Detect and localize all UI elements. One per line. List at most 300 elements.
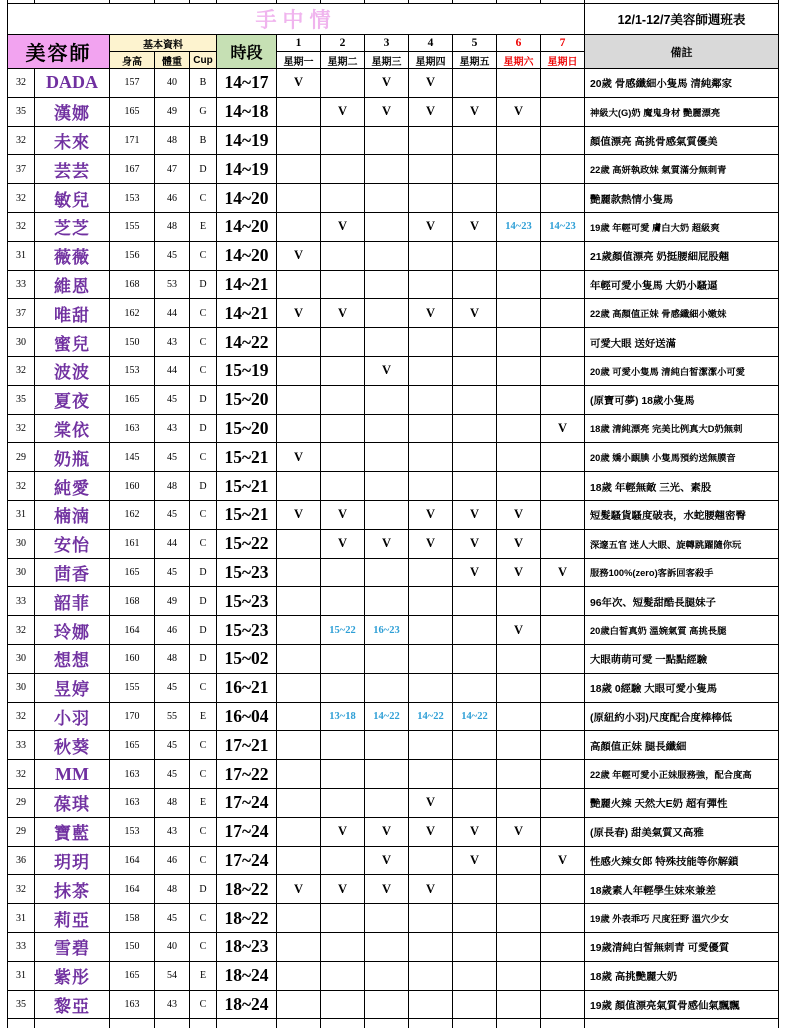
height-cell: 153 [110, 356, 155, 385]
day-cell [409, 472, 453, 501]
name-cell: 韶菲 [35, 587, 110, 616]
height-cell: 167 [110, 155, 155, 184]
day-cell: V [277, 875, 321, 904]
table-row [8, 184, 779, 213]
age-cell: 35 [8, 990, 35, 1019]
cup-cell: E [190, 702, 217, 731]
day-cell: V [453, 500, 497, 529]
day-cell [453, 875, 497, 904]
day-cell: V [497, 558, 541, 587]
height-cell: 165 [110, 385, 155, 414]
slot-cell: 17~24 [217, 817, 277, 846]
age-cell: 32 [8, 356, 35, 385]
table-row [8, 500, 779, 529]
table-row [8, 616, 779, 645]
day-cell: V [409, 817, 453, 846]
height-cell: 165 [110, 961, 155, 990]
day-cell: 14~22 [409, 702, 453, 731]
day-cell [409, 385, 453, 414]
day-cell [497, 990, 541, 1019]
day-cell: V [277, 241, 321, 270]
day-cell [365, 155, 409, 184]
name-cell: 茴香 [35, 558, 110, 587]
day-cell [409, 356, 453, 385]
day-cell: V [365, 817, 409, 846]
age-cell: 33 [8, 587, 35, 616]
day-cell [277, 731, 321, 760]
day-cell [497, 299, 541, 328]
age-cell: 31 [8, 500, 35, 529]
table-row [8, 731, 779, 760]
height-cell: 145 [110, 443, 155, 472]
note-cell: 22歲 高顏值正妹 骨感纖細小嫩妹 [585, 299, 779, 328]
weight-cell: 40 [155, 69, 190, 98]
col-header-weight: 體重 [155, 52, 190, 69]
day-cell [497, 587, 541, 616]
day-cell [409, 587, 453, 616]
height-cell: 165 [110, 558, 155, 587]
note-cell: 21歲顏值漂亮 奶挺腰細屁股翹 [585, 241, 779, 270]
day-cell [277, 760, 321, 789]
day-cell: V [453, 817, 497, 846]
slot-cell: 14~19 [217, 155, 277, 184]
day-cell [365, 414, 409, 443]
day-cell [497, 904, 541, 933]
day-cell [453, 385, 497, 414]
table-row [8, 69, 779, 98]
day-cell: V [497, 500, 541, 529]
table-row [8, 443, 779, 472]
day-cell [277, 616, 321, 645]
height-cell: 163 [110, 788, 155, 817]
day-cell: V [409, 529, 453, 558]
note-cell: 19歲清純白皙無刺青 可愛優質 [585, 932, 779, 961]
age-cell: 33 [8, 731, 35, 760]
slot-cell: 16~04 [217, 702, 277, 731]
name-cell: 玥玥 [35, 846, 110, 875]
day-cell [497, 270, 541, 299]
weight-cell: 45 [155, 385, 190, 414]
note-cell: 艷麗款熱情小隻馬 [585, 184, 779, 213]
height-cell: 170 [110, 702, 155, 731]
day-cell [541, 500, 585, 529]
slot-cell: 17~21 [217, 731, 277, 760]
day-cell: V [277, 69, 321, 98]
age-cell: 32 [8, 702, 35, 731]
day-cell [321, 126, 365, 155]
age-cell: 29 [8, 817, 35, 846]
day-cell [365, 932, 409, 961]
col-header-monday: 星期一 [277, 52, 321, 69]
day-cell [541, 241, 585, 270]
name-cell: 秋葵 [35, 731, 110, 760]
weight-cell: 46 [155, 184, 190, 213]
height-cell: 168 [110, 270, 155, 299]
table-row [8, 587, 779, 616]
weight-cell: 45 [155, 443, 190, 472]
day-cell [497, 126, 541, 155]
height-cell: 162 [110, 500, 155, 529]
weight-cell: 45 [155, 241, 190, 270]
name-cell: 夏夜 [35, 385, 110, 414]
note-cell: (原寶可夢) 18歲小隻馬 [585, 385, 779, 414]
height-cell: 165 [110, 731, 155, 760]
col-header-day-2: 2 [321, 35, 365, 52]
col-header-friday: 星期五 [453, 52, 497, 69]
note-cell: 18歲 0經驗 大眼可愛小隻馬 [585, 673, 779, 702]
day-cell: V [453, 529, 497, 558]
day-cell [321, 731, 365, 760]
table-row [8, 472, 779, 501]
note-cell: 艷麗火辣 天然大E奶 超有彈性 [585, 788, 779, 817]
day-cell [453, 241, 497, 270]
day-cell [497, 673, 541, 702]
weight-cell: 53 [155, 270, 190, 299]
day-cell [277, 126, 321, 155]
day-cell: V [365, 69, 409, 98]
slot-cell: 16~21 [217, 673, 277, 702]
day-cell [409, 990, 453, 1019]
name-cell: 紫彤 [35, 961, 110, 990]
weight-cell: 45 [155, 500, 190, 529]
day-cell [497, 932, 541, 961]
age-cell: 31 [8, 961, 35, 990]
note-cell: 20歲 骨感纖細小隻馬 清純鄰家 [585, 69, 779, 98]
cup-cell: D [190, 587, 217, 616]
cup-cell: D [190, 270, 217, 299]
height-cell: 158 [110, 904, 155, 933]
col-header-cup: Cup [190, 52, 217, 69]
day-cell [453, 155, 497, 184]
day-cell [409, 414, 453, 443]
cup-cell: C [190, 673, 217, 702]
note-cell: 22歲 高妍執政妹 氣質滿分無刺青 [585, 155, 779, 184]
name-cell: 玲娜 [35, 616, 110, 645]
day-cell [409, 846, 453, 875]
note-cell: 年輕可愛小隻馬 大奶小騷逼 [585, 270, 779, 299]
cup-cell: C [190, 356, 217, 385]
day-cell [365, 472, 409, 501]
day-cell [453, 443, 497, 472]
day-cell: 14~22 [453, 702, 497, 731]
weight-cell: 48 [155, 644, 190, 673]
table-row [8, 846, 779, 875]
col-header-saturday: 星期六 [497, 52, 541, 69]
day-cell [365, 673, 409, 702]
day-cell [541, 760, 585, 789]
day-cell [365, 788, 409, 817]
day-cell [321, 328, 365, 357]
weight-cell: 48 [155, 212, 190, 241]
day-cell [277, 961, 321, 990]
day-cell [541, 904, 585, 933]
day-cell [277, 644, 321, 673]
note-cell: 深邃五官 迷人大眼、旋轉跳躍隨你玩 [585, 529, 779, 558]
col-header-day-7: 7 [541, 35, 585, 52]
day-cell [321, 904, 365, 933]
day-cell [541, 616, 585, 645]
weight-cell: 46 [155, 846, 190, 875]
height-cell: 168 [110, 587, 155, 616]
note-cell: 96年次、短髮甜酷長腿妹子 [585, 587, 779, 616]
age-cell: 32 [8, 472, 35, 501]
day-cell [277, 702, 321, 731]
height-cell: 164 [110, 846, 155, 875]
day-cell [321, 760, 365, 789]
cup-cell: C [190, 299, 217, 328]
height-cell: 157 [110, 69, 155, 98]
day-cell [409, 155, 453, 184]
bottom-cutoff-row [8, 1019, 779, 1028]
name-cell: MM [35, 760, 110, 789]
cup-cell: D [190, 616, 217, 645]
day-cell [453, 644, 497, 673]
age-cell: 30 [8, 644, 35, 673]
cup-cell: C [190, 184, 217, 213]
cup-cell: C [190, 990, 217, 1019]
day-cell [497, 328, 541, 357]
name-cell: 唯甜 [35, 299, 110, 328]
slot-cell: 14~21 [217, 270, 277, 299]
day-cell [497, 356, 541, 385]
table-row [8, 644, 779, 673]
day-cell: V [409, 97, 453, 126]
day-cell [497, 731, 541, 760]
day-cell: V [321, 500, 365, 529]
day-cell [365, 990, 409, 1019]
day-cell [409, 328, 453, 357]
day-cell [321, 846, 365, 875]
cup-cell: C [190, 731, 217, 760]
cup-cell: C [190, 500, 217, 529]
name-cell: 敏兒 [35, 184, 110, 213]
day-cell: V [277, 443, 321, 472]
day-cell [277, 270, 321, 299]
age-cell: 31 [8, 241, 35, 270]
note-cell: 22歲 年輕可愛小正妹服務強，配合度高 [585, 760, 779, 789]
day-cell [365, 443, 409, 472]
age-cell: 35 [8, 385, 35, 414]
col-header-beautician: 美容師 [8, 35, 110, 69]
day-cell: 14~22 [365, 702, 409, 731]
cup-cell: C [190, 241, 217, 270]
height-cell: 164 [110, 875, 155, 904]
day-cell [321, 558, 365, 587]
col-header-tuesday: 星期二 [321, 52, 365, 69]
day-cell [277, 385, 321, 414]
slot-cell: 15~23 [217, 558, 277, 587]
cup-cell: C [190, 904, 217, 933]
cup-cell: D [190, 644, 217, 673]
day-cell [409, 673, 453, 702]
day-cell [497, 241, 541, 270]
note-cell: 性感火辣女郎 特殊技能等你解鎖 [585, 846, 779, 875]
col-header-wednesday: 星期三 [365, 52, 409, 69]
day-cell [541, 990, 585, 1019]
day-cell: V [365, 846, 409, 875]
note-cell: 20歲 嬌小靦腆 小隻馬預約送無膜音 [585, 443, 779, 472]
cup-cell: D [190, 472, 217, 501]
day-cell [365, 328, 409, 357]
day-cell [321, 644, 365, 673]
day-cell [497, 702, 541, 731]
height-cell: 155 [110, 212, 155, 241]
day-cell [541, 126, 585, 155]
weight-cell: 43 [155, 328, 190, 357]
cup-cell: C [190, 846, 217, 875]
height-cell: 163 [110, 414, 155, 443]
note-cell: 18歲 清純漂亮 完美比例真大D奶無刺 [585, 414, 779, 443]
day-cell [365, 760, 409, 789]
name-cell: 黎亞 [35, 990, 110, 1019]
col-header-day-6: 6 [497, 35, 541, 52]
age-cell: 32 [8, 212, 35, 241]
weight-cell: 49 [155, 587, 190, 616]
day-cell [321, 385, 365, 414]
col-header-day-4: 4 [409, 35, 453, 52]
day-cell [453, 673, 497, 702]
cup-cell: E [190, 961, 217, 990]
slot-cell: 17~22 [217, 760, 277, 789]
day-cell [365, 299, 409, 328]
day-cell [541, 270, 585, 299]
name-cell: 純愛 [35, 472, 110, 501]
weight-cell: 45 [155, 558, 190, 587]
day-cell [409, 904, 453, 933]
weight-cell: 54 [155, 961, 190, 990]
day-cell: V [497, 817, 541, 846]
day-cell [321, 472, 365, 501]
day-cell [277, 990, 321, 1019]
note-cell: 18歲 年輕無敵 三光、素股 [585, 472, 779, 501]
slot-cell: 15~21 [217, 443, 277, 472]
age-cell: 33 [8, 270, 35, 299]
day-cell: V [365, 97, 409, 126]
age-cell: 32 [8, 760, 35, 789]
height-cell: 163 [110, 760, 155, 789]
table-row [8, 241, 779, 270]
height-cell: 156 [110, 241, 155, 270]
name-cell: 維恩 [35, 270, 110, 299]
note-cell: 19歲 外表乖巧 尺度狂野 溫穴少女 [585, 904, 779, 933]
age-cell: 32 [8, 616, 35, 645]
weight-cell: 48 [155, 788, 190, 817]
name-cell: 奶瓶 [35, 443, 110, 472]
height-cell: 160 [110, 644, 155, 673]
table-row [8, 97, 779, 126]
slot-cell: 17~24 [217, 846, 277, 875]
day-cell [321, 155, 365, 184]
day-cell [409, 270, 453, 299]
name-cell: 想想 [35, 644, 110, 673]
slot-cell: 15~23 [217, 587, 277, 616]
day-cell [277, 414, 321, 443]
day-cell [321, 443, 365, 472]
day-cell [453, 414, 497, 443]
weight-cell: 44 [155, 356, 190, 385]
slot-cell: 15~02 [217, 644, 277, 673]
age-cell: 36 [8, 846, 35, 875]
slot-cell: 18~24 [217, 961, 277, 990]
height-cell: 163 [110, 990, 155, 1019]
weight-cell: 48 [155, 875, 190, 904]
slot-cell: 18~23 [217, 932, 277, 961]
header-row-1 [8, 35, 779, 52]
day-cell [365, 126, 409, 155]
day-cell [541, 299, 585, 328]
col-header-time-slot: 時段 [217, 35, 277, 69]
day-cell: V [541, 414, 585, 443]
col-header-day-3: 3 [365, 35, 409, 52]
note-cell: 19歲 顏值漂亮氣質骨感仙氣飄飄 [585, 990, 779, 1019]
name-cell: 芸芸 [35, 155, 110, 184]
day-cell [277, 212, 321, 241]
day-cell [541, 817, 585, 846]
day-cell: V [321, 529, 365, 558]
day-cell: V [453, 846, 497, 875]
name-cell: 雪碧 [35, 932, 110, 961]
day-cell: V [321, 817, 365, 846]
note-cell: 顏值漂亮 高挑骨感氣質優美 [585, 126, 779, 155]
name-cell: 莉亞 [35, 904, 110, 933]
weight-cell: 45 [155, 673, 190, 702]
note-cell: 服務100%(zero)客訴回客殺手 [585, 558, 779, 587]
day-cell: V [277, 500, 321, 529]
day-cell [497, 760, 541, 789]
col-header-notes: 備註 [585, 35, 779, 69]
height-cell: 161 [110, 529, 155, 558]
day-cell: 16~23 [365, 616, 409, 645]
day-cell: V [497, 616, 541, 645]
day-cell [277, 328, 321, 357]
height-cell: 153 [110, 184, 155, 213]
table-row [8, 875, 779, 904]
name-cell: 薇薇 [35, 241, 110, 270]
day-cell [453, 69, 497, 98]
name-cell: 抹茶 [35, 875, 110, 904]
day-cell [453, 356, 497, 385]
name-cell: 寶藍 [35, 817, 110, 846]
slot-cell: 14~20 [217, 184, 277, 213]
cup-cell: E [190, 788, 217, 817]
page-title: 手中情 [8, 4, 585, 35]
day-cell [541, 155, 585, 184]
name-cell: 漢娜 [35, 97, 110, 126]
cup-cell: D [190, 875, 217, 904]
table-row [8, 702, 779, 731]
day-cell [453, 904, 497, 933]
day-cell [453, 587, 497, 616]
day-cell [497, 414, 541, 443]
day-cell [365, 500, 409, 529]
day-cell [277, 529, 321, 558]
day-cell: V [453, 97, 497, 126]
day-cell: V [409, 69, 453, 98]
day-cell [541, 69, 585, 98]
table-row [8, 270, 779, 299]
slot-cell: 15~23 [217, 616, 277, 645]
day-cell [409, 961, 453, 990]
day-cell [541, 443, 585, 472]
day-cell [497, 788, 541, 817]
col-header-height: 身高 [110, 52, 155, 69]
day-cell [277, 356, 321, 385]
day-cell [453, 184, 497, 213]
slot-cell: 15~21 [217, 472, 277, 501]
table-row [8, 558, 779, 587]
day-cell [321, 788, 365, 817]
day-cell [277, 904, 321, 933]
